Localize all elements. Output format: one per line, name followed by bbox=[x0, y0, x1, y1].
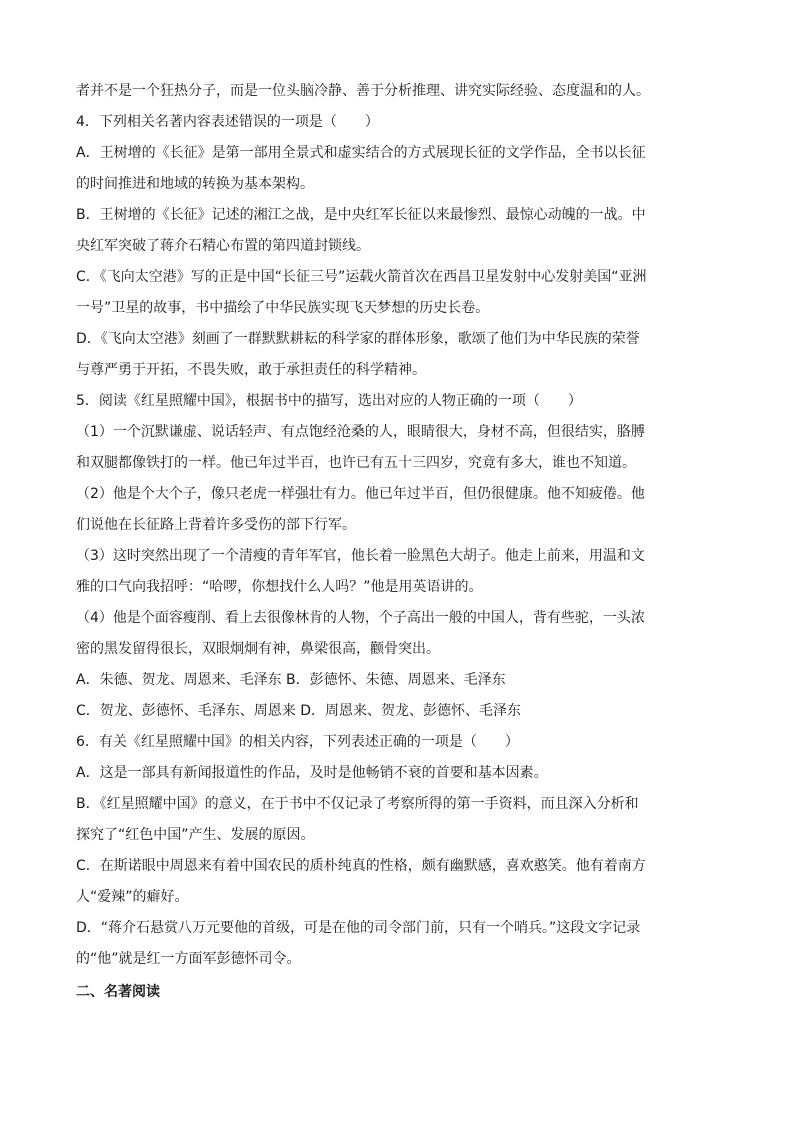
q6-option-a: A．这是一部具有新闻报道性的作品，及时是他畅销不衰的首要和基本因素。 bbox=[76, 765, 548, 781]
q5-item-3-line-2: 雅的口气向我招呼：“哈啰，你想找什么人吗？”他是用英语讲的。 bbox=[76, 579, 483, 595]
q6-option-c-line-2: 人“爱辣”的癖好。 bbox=[76, 889, 189, 905]
q5-item-1-line-2: 和双腿都像铁打的一样。他已年过半百，也许已有五十三四岁，究竟有多大，谁也不知道。 bbox=[76, 455, 636, 471]
q5-item-4-line-1: （4）他是个面容瘦削、看上去很像林肯的人物，个子高出一般的中国人，背有些驼，一头浓 bbox=[76, 610, 645, 626]
q4-option-d-line-1: D．《飞向太空港》刻画了一群默默耕耘的科学家的群体形象，歌颂了他们为中华民族的荣誉 bbox=[76, 331, 640, 347]
q6-option-c-line-1: C．在斯诺眼中周恩来有着中国农民的质朴纯真的性格，颇有幽默感，喜欢憨笑。他有着南方 bbox=[76, 858, 646, 874]
q5-item-3-line-1: （3）这时突然出现了一个清瘦的青年军官，他长着一脸黑色大胡子。他走上前来，用温和文 bbox=[76, 548, 645, 564]
q6-option-b-line-1: B．《红星照耀中国》的意义，在于书中不仅记录了考察所得的第一手资料，而且深入分析和 bbox=[76, 796, 639, 812]
q5-item-4-line-2: 密的黑发留得很长，双眼炯炯有神，鼻梁很高，颧骨突出。 bbox=[76, 641, 440, 657]
q5-options-cd: C．贺龙、彭德怀、毛泽东、周恩来 D．周恩来、贺龙、彭德怀、毛泽东 bbox=[76, 703, 522, 719]
q4-option-b-line-2: 央红军突破了蒋介石精心布置的第四道封锁线。 bbox=[76, 238, 370, 254]
question-5-stem: 5．阅读《红星照耀中国》，根据书中的描写，选出对应的人物正确的一项（ ） bbox=[76, 393, 582, 409]
q5-item-2-line-2: 们说他在长征路上背着许多受伤的部下行军。 bbox=[76, 517, 356, 533]
q4-option-b-line-1: B．王树增的《长征》记述的湘江之战，是中央红军长征以来最惨烈、最惊心动魄的一战。中 bbox=[76, 207, 646, 223]
q5-options-ab: A．朱德、贺龙、周恩来、毛泽东 B．彭德怀、朱德、周恩来、毛泽东 bbox=[76, 672, 506, 688]
q6-option-b-line-2: 探究了“红色中国”产生、发展的原因。 bbox=[76, 827, 315, 843]
question-6-stem: 6．有关《红星照耀中国》的相关内容，下列表述正确的一项是（ ） bbox=[76, 734, 519, 750]
document-page bbox=[76, 76, 716, 1008]
q4-option-c-line-1: C．《飞向太空港》写的正是中国“长征三号”运载火箭首次在西昌卫星发射中心发射美国“亚洲 bbox=[76, 269, 647, 285]
q6-option-d-line-1: D．“蒋介石悬赏八万元要他的首级，可是在他的司令部门前，只有一个哨兵。”这段文字记录 bbox=[76, 920, 641, 936]
q5-item-1-line-1: （1）一个沉默谦虚、说话轻声、有点饱经沧桑的人，眼睛很大，身材不高，但很结实，胳膊 bbox=[76, 424, 645, 440]
q4-option-a-line-1: A．王树增的《长征》是第一部用全景式和虚实结合的方式展现长征的文学作品，全书以长征 bbox=[76, 145, 646, 161]
q4-option-d-line-2: 与尊严勇于开拓，不畏失败，敢于承担责任的科学精神。 bbox=[76, 362, 426, 378]
q5-item-2-line-1: （2）他是个大个子，像只老虎一样强壮有力。他已年过半百，但仍很健康。他不知疲倦。他 bbox=[76, 486, 645, 502]
question-4-stem: 4．下列相关名著内容表述错误的一项是（ ） bbox=[76, 114, 379, 130]
q4-option-c-line-2: 一号”卫星的故事，书中描绘了中华民族实现飞天梦想的历史长卷。 bbox=[76, 300, 490, 316]
q6-option-d-line-2: 的“他”就是红一方面军彭德怀司令。 bbox=[76, 951, 301, 967]
text-line-1: 者并不是一个狂热分子，而是一位头脑冷静、善于分析推理、讲究实际经验、态度温和的人。 bbox=[76, 83, 650, 99]
section-heading: 二、名著阅读 bbox=[76, 984, 160, 1000]
q4-option-a-line-2: 的时间推进和地域的转换为基本架构。 bbox=[76, 176, 314, 192]
